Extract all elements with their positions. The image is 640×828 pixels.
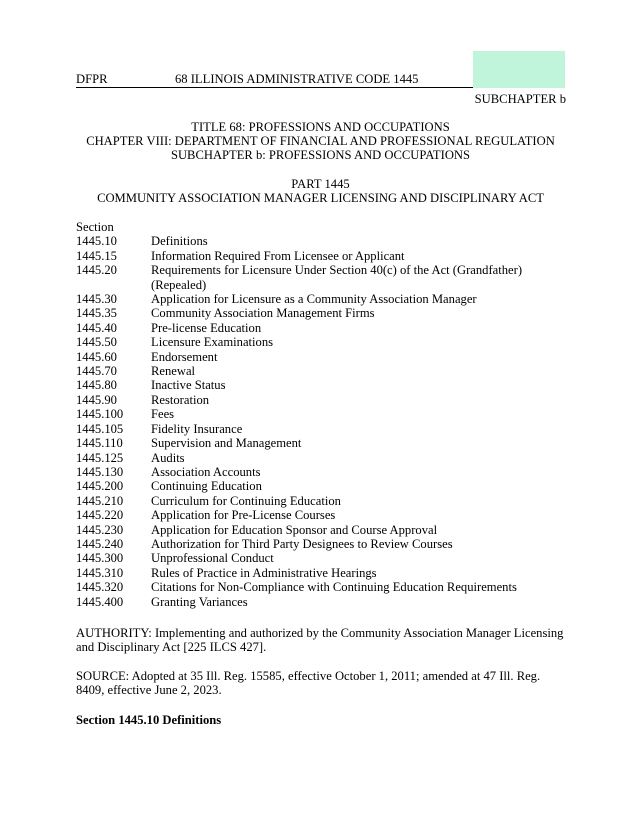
toc-section-title — [151, 378, 576, 392]
toc-row — [76, 479, 576, 493]
toc-section-number: 1445.200 — [76, 479, 124, 494]
toc-section-title — [151, 566, 576, 580]
toc-title-line: Audits — [151, 450, 185, 465]
chapter-line: CHAPTER VIII: DEPARTMENT OF FINANCIAL AND PROFESSIONAL REGULATION — [86, 134, 555, 148]
toc-section-title — [151, 335, 576, 349]
toc-section-number: 1445.40 — [76, 320, 117, 335]
toc-title-line: Pre-license Education — [151, 320, 262, 335]
toc-section-title — [151, 350, 576, 364]
toc-section-number: 1445.220 — [76, 508, 124, 523]
toc-section-number: 1445.125 — [76, 450, 124, 465]
toc-section-number: 1445.210 — [76, 493, 124, 508]
toc-section-number: 1445.320 — [76, 580, 124, 595]
toc-section-title — [151, 494, 576, 508]
toc-row — [76, 234, 576, 248]
toc-title-line: Requirements for Licensure Under Section 40(c) of the Act (Grandfather) — [151, 263, 523, 278]
toc-title-line: Licensure Examinations — [151, 335, 274, 350]
toc-section-title — [151, 234, 576, 248]
toc-section-number: 1445.15 — [76, 248, 117, 263]
toc-section-title — [151, 321, 576, 335]
toc-row — [76, 335, 576, 349]
toc-section-title — [151, 595, 576, 609]
toc-title-line: Granting Variances — [151, 594, 248, 609]
toc-title-line: Application for Education Sponsor and Course Approval — [151, 522, 438, 537]
running-header — [76, 72, 566, 87]
part-line: PART 1445 — [291, 177, 350, 191]
toc-section-title — [151, 479, 576, 493]
toc-section-number: 1445.50 — [76, 335, 117, 350]
toc-section-title — [151, 580, 576, 594]
toc-row — [76, 508, 576, 522]
toc-title-line: Supervision and Management — [151, 436, 302, 451]
toc-row — [76, 321, 576, 335]
toc-title-line: (Repealed) — [151, 277, 207, 292]
subchapter-line: SUBCHAPTER b: PROFESSIONS AND OCCUPATIONS — [170, 148, 471, 162]
toc-title-line: Citations for Non-Compliance with Continuing Education Requirements — [151, 580, 517, 595]
toc-section-title — [151, 508, 576, 522]
toc-section-number: 1445.20 — [76, 263, 117, 278]
toc-row — [76, 393, 576, 407]
title-line: TITLE 68: PROFESSIONS AND OCCUPATIONS — [191, 120, 450, 134]
toc-title-line: Information Required From Licensee or Applicant — [151, 248, 405, 263]
toc-row — [76, 378, 576, 392]
toc-row — [76, 494, 576, 508]
toc-row — [76, 580, 576, 594]
toc-section-number: 1445.400 — [76, 594, 124, 609]
toc-list — [76, 234, 576, 609]
toc-section-title — [151, 551, 576, 565]
toc-title-line: Inactive Status — [151, 378, 226, 393]
toc-section-number: 1445.240 — [76, 536, 124, 551]
toc-title-line: Curriculum for Continuing Education — [151, 493, 341, 508]
toc-row — [76, 523, 576, 537]
toc-section-number: 1445.310 — [76, 565, 124, 580]
toc-row — [76, 364, 576, 378]
toc-title-line: Unprofessional Conduct — [151, 551, 274, 566]
toc-section-title — [151, 364, 576, 378]
toc-section-number: 1445.230 — [76, 522, 124, 537]
toc-title-line: Authorization for Third Party Designees to Review Courses — [151, 536, 453, 551]
toc-section-number: 1445.30 — [76, 292, 117, 307]
toc-section-title — [151, 249, 576, 263]
toc-section-title — [151, 465, 576, 479]
toc-section-title — [151, 292, 576, 306]
toc-title-line: Renewal — [151, 364, 196, 379]
toc-row — [76, 263, 576, 292]
toc-row — [76, 465, 576, 479]
authority-note: AUTHORITY: Implementing and authorized by the Community Association Manager Licensing and Disciplinary Act [225 ILCS 427]. — [76, 626, 564, 655]
agency-label: DFPR — [76, 72, 108, 86]
toc-row — [76, 451, 576, 465]
toc-row — [76, 551, 576, 565]
toc-row — [76, 350, 576, 364]
toc-section-number: 1445.105 — [76, 421, 124, 436]
toc-row — [76, 595, 576, 609]
toc-section-title — [151, 393, 576, 407]
toc-row — [76, 292, 576, 306]
table-of-contents — [76, 220, 576, 609]
toc-section-number: 1445.10 — [76, 234, 117, 249]
toc-section-number: 1445.130 — [76, 464, 124, 479]
toc-title-line: Rules of Practice in Administrative Hearings — [151, 565, 377, 580]
toc-section-number: 1445.80 — [76, 378, 117, 393]
toc-title-line: Association Accounts — [151, 464, 261, 479]
toc-section-title — [151, 436, 576, 450]
toc-title-line: Application for Licensure as a Community Association Manager — [151, 292, 477, 307]
toc-section-title — [151, 523, 576, 537]
toc-section-number: 1445.70 — [76, 364, 117, 379]
toc-section-title — [151, 451, 576, 465]
header-rule — [76, 87, 473, 88]
toc-section-number: 1445.100 — [76, 407, 124, 422]
toc-row — [76, 422, 576, 436]
toc-title-line: Restoration — [151, 392, 210, 407]
toc-section-number: 1445.300 — [76, 551, 124, 566]
part-name-line: COMMUNITY ASSOCIATION MANAGER LICENSING AND DISCIPLINARY ACT — [97, 191, 544, 205]
toc-title-line: Application for Pre-License Courses — [151, 508, 336, 523]
toc-section-title — [151, 407, 576, 421]
toc-title-line: Fees — [151, 407, 175, 422]
toc-title-line: Continuing Education — [151, 479, 262, 494]
toc-section-number: 1445.60 — [76, 349, 117, 364]
toc-section-title — [151, 263, 576, 292]
toc-title-line: Community Association Management Firms — [151, 306, 375, 321]
section-heading: Section 1445.10 Definitions — [76, 713, 222, 727]
toc-row — [76, 407, 576, 421]
toc-row — [76, 537, 576, 551]
toc-section-title — [151, 537, 576, 551]
toc-section-number: 1445.110 — [76, 436, 123, 451]
source-note: SOURCE: Adopted at 35 Ill. Reg. 15585, effective October 1, 2011; amended at 47 Ill. Reg. 8409, effective June 2, 2023. — [76, 669, 541, 698]
toc-title-line: Fidelity Insurance — [151, 421, 243, 436]
toc-title-line: Definitions — [151, 234, 208, 249]
toc-section-title — [151, 422, 576, 436]
toc-row — [76, 566, 576, 580]
toc-row — [76, 306, 576, 320]
code-label: 68 ILLINOIS ADMINISTRATIVE CODE 1445 — [175, 72, 419, 86]
toc-row — [76, 436, 576, 450]
toc-title-line: Endorsement — [151, 349, 218, 364]
toc-heading: Section — [76, 220, 114, 234]
toc-section-title — [151, 306, 576, 320]
toc-section-number: 1445.90 — [76, 392, 117, 407]
toc-section-number: 1445.35 — [76, 306, 117, 321]
subchapter-label: SUBCHAPTER b — [474, 92, 566, 106]
toc-row — [76, 249, 576, 263]
